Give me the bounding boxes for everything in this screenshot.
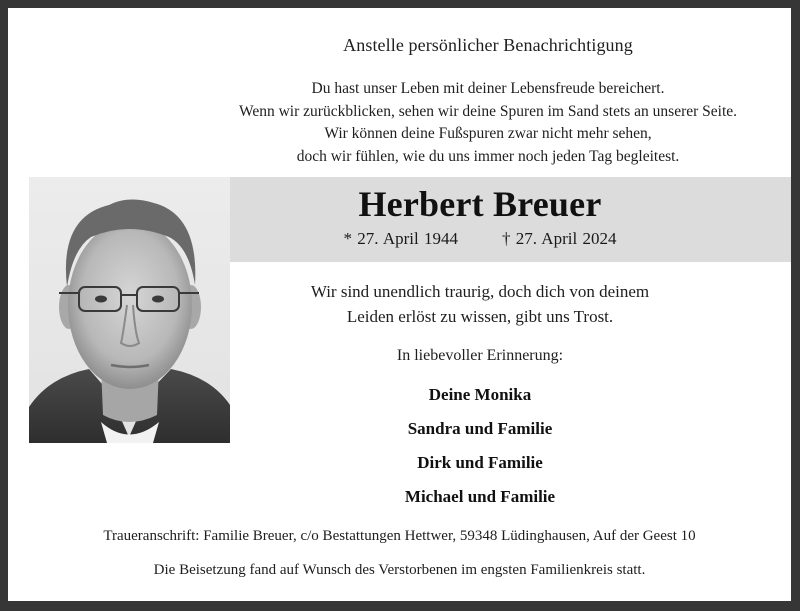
name-banner (230, 177, 791, 262)
comfort-line: Wir sind unendlich traurig, doch dich von deinem (310, 282, 650, 301)
mourner-item: Sandra und Familie (407, 419, 553, 438)
poem-line: Du hast unser Leben mit deiner Lebensfreude bereichert. (311, 80, 665, 97)
notice-heading: Anstelle persönlicher Benachrichtigung (343, 35, 633, 55)
poem-line: doch wir fühlen, wie du uns immer noch jeden Tag begleitest. (296, 147, 680, 165)
mourner-item: Michael und Familie (404, 487, 556, 506)
death-date: † 27. April 2024 (502, 229, 617, 248)
birth-date: * 27. April 1944 (343, 229, 458, 248)
poem (178, 78, 798, 168)
mourner-item: Deine Monika (428, 385, 532, 404)
mourners-list (230, 378, 730, 514)
obituary-notice (8, 8, 791, 601)
mourner-item: Dirk und Familie (417, 453, 543, 472)
comfort-line: Leiden erlöst zu wissen, gibt uns Trost. (346, 307, 614, 326)
memory-label: In liebevoller Erinnerung: (396, 347, 564, 364)
portrait-illustration-icon (29, 177, 230, 443)
comfort-text (230, 279, 730, 329)
poem-line: Wenn wir zurückblicken, sehen wir deine Spuren im Sand stets an unserer Seite. (238, 102, 738, 120)
poem-line: Wir können deine Fußspuren zwar nicht mehr sehen, (324, 125, 652, 142)
life-dates (230, 229, 730, 249)
mourning-address: Traueranschrift: Familie Breuer, c/o Bestattungen Hettwer, 59348 Lüdinghausen, Auf der Geest 10 (103, 528, 696, 544)
deceased-portrait-photo (29, 177, 230, 443)
burial-note: Die Beisetzung fand auf Wunsch des Verstorbenen im engsten Familienkreis statt. (153, 562, 646, 578)
deceased-name: Herbert Breuer (358, 184, 602, 224)
